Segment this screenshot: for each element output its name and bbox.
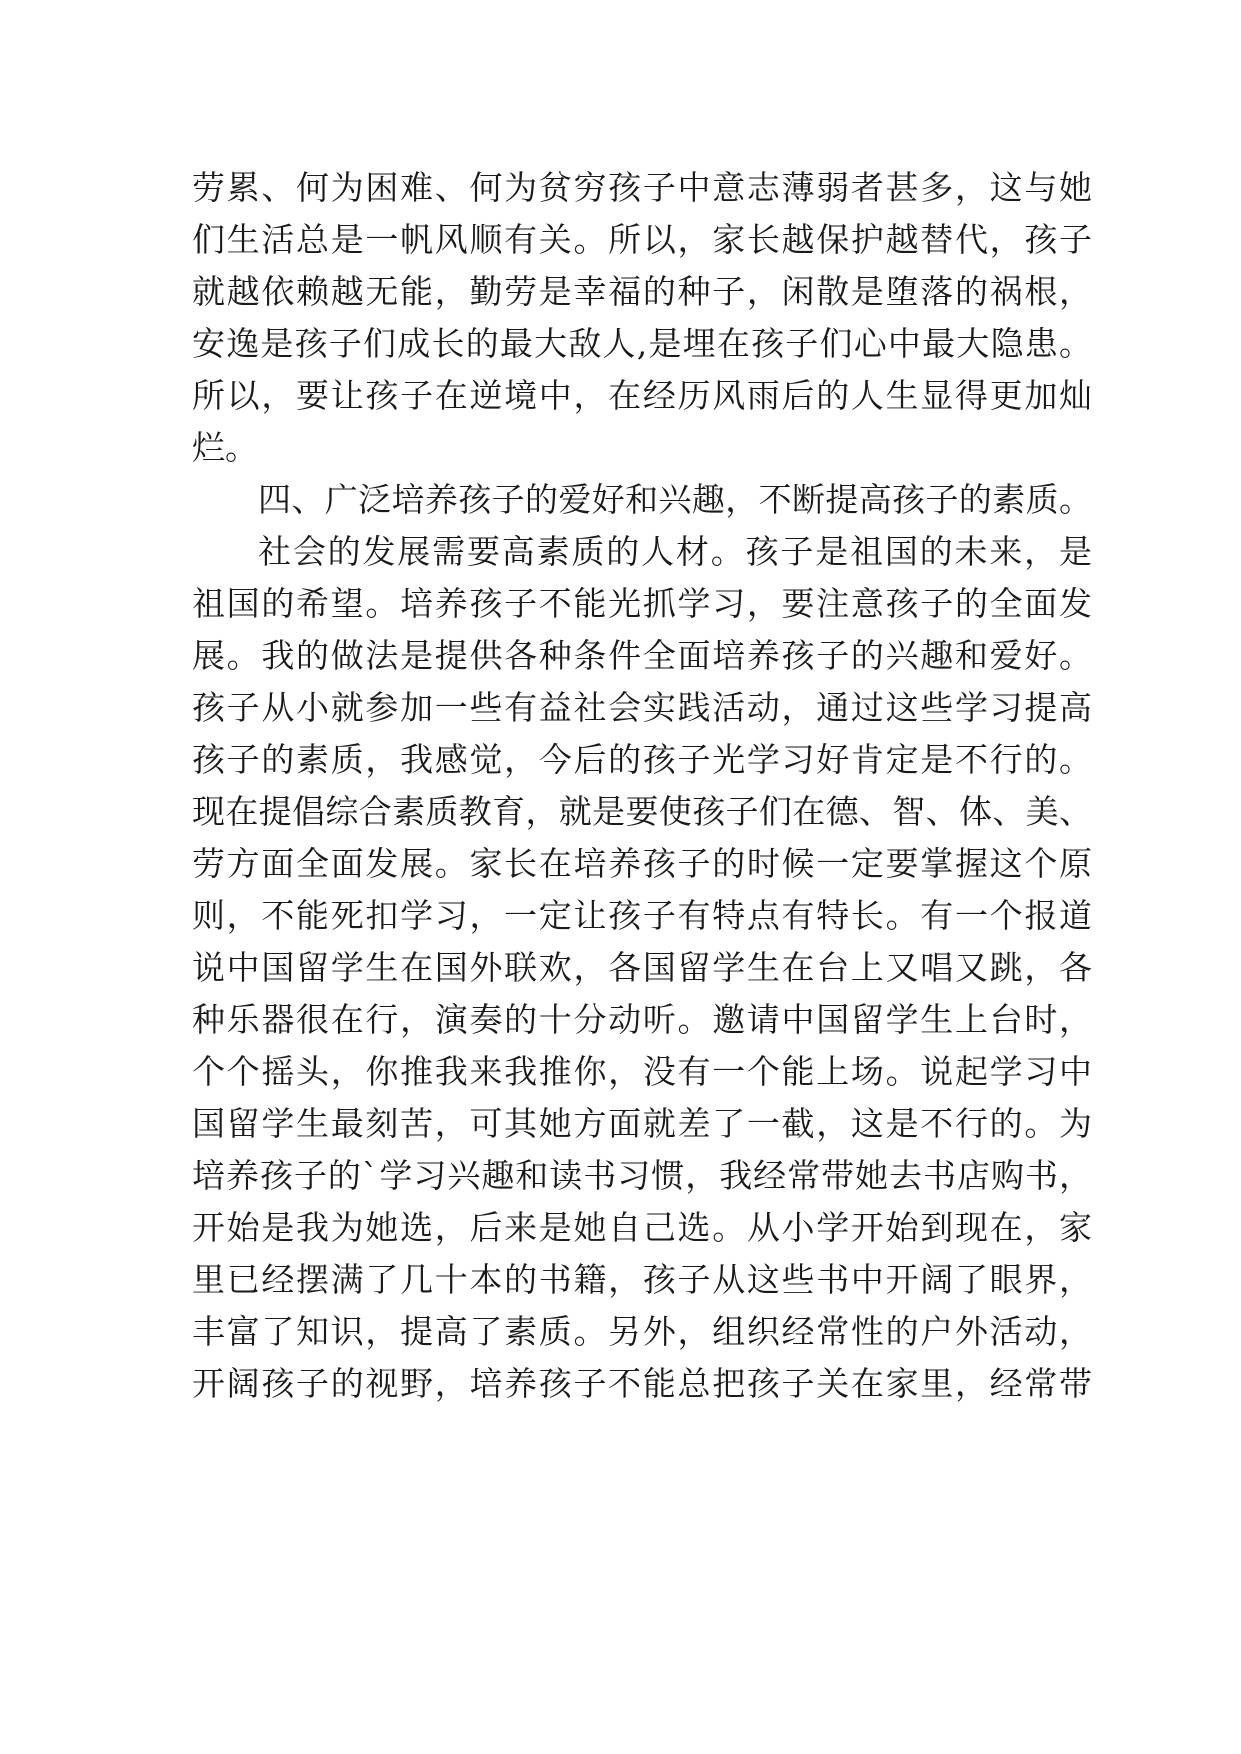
text-line: 培养孩子的`学习兴趣和读书习惯，我经常带她去书店购书，	[192, 1156, 1092, 1195]
body-text	[192, 162, 1092, 1410]
text-line: 就越依赖越无能，勤劳是幸福的种子，闲散是堕落的祸根，	[192, 272, 1092, 311]
text-line: 孩子从小就参加一些有益社会实践活动，通过这些学习提高	[192, 688, 1092, 727]
text-line: 个个摇头，你推我来我推你，没有一个能上场。说起学习中	[192, 1052, 1092, 1091]
text-line: 劳方面全面发展。家长在培养孩子的时候一定要掌握这个原	[192, 844, 1092, 883]
text-line: 烂。	[192, 428, 258, 467]
text-line: 说中国留学生在国外联欢，各国留学生在台上又唱又跳，各	[192, 948, 1092, 987]
text-line: 孩子的素质，我感觉，今后的孩子光学习好肯定是不行的。	[192, 740, 1092, 779]
text-line: 社会的发展需要高素质的人材。孩子是祖国的未来，是	[258, 532, 1092, 571]
section-heading: 四、广泛培养孩子的爱好和兴趣，不断提高孩子的素质。	[258, 480, 1092, 519]
text-line: 国留学生最刻苦，可其她方面就差了一截，这是不行的。为	[192, 1104, 1092, 1143]
text-line: 展。我的做法是提供各种条件全面培养孩子的兴趣和爱好。	[192, 636, 1092, 675]
text-line: 们生活总是一帆风顺有关。所以，家长越保护越替代，孩子	[192, 220, 1092, 259]
text-line: 则，不能死扣学习，一定让孩子有特点有特长。有一个报道	[192, 896, 1092, 935]
text-line: 安逸是孩子们成长的最大敌人,是埋在孩子们心中最大隐患。	[192, 324, 1092, 363]
text-line: 现在提倡综合素质教育，就是要使孩子们在德、智、体、美、	[192, 792, 1092, 831]
text-line: 所以，要让孩子在逆境中，在经历风雨后的人生显得更加灿	[192, 376, 1092, 415]
text-line: 种乐器很在行，演奏的十分动听。邀请中国留学生上台时，	[192, 1000, 1092, 1039]
text-line: 开始是我为她选，后来是她自己选。从小学开始到现在，家	[192, 1208, 1092, 1247]
text-line: 里已经摆满了几十本的书籍，孩子从这些书中开阔了眼界，	[192, 1260, 1092, 1299]
text-line: 丰富了知识，提高了素质。另外，组织经常性的户外活动，	[192, 1312, 1092, 1351]
text-line: 劳累、何为困难、何为贫穷孩子中意志薄弱者甚多，这与她	[192, 168, 1092, 207]
text-line: 开阔孩子的视野，培养孩子不能总把孩子关在家里，经常带	[192, 1364, 1092, 1403]
text-line: 祖国的希望。培养孩子不能光抓学习，要注意孩子的全面发	[192, 584, 1092, 623]
